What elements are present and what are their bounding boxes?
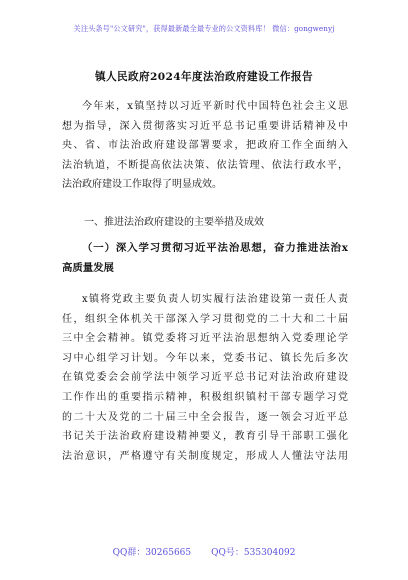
paragraph-line: 的二十大及党的二十届三中全会报告，逐一领会习近平总 bbox=[62, 411, 348, 423]
footer-qq-group: QQ群：30265665 bbox=[112, 548, 192, 558]
document-title: 镇人民政府2024年度法治政府建设工作报告 bbox=[95, 71, 313, 83]
section-heading: 一、推进法治政府建设的主要举措及成效 bbox=[84, 217, 264, 228]
paragraph-line: 法治意识，严格遵守有关制度规定，形成人人懂法守法用 bbox=[62, 450, 348, 462]
paragraph-line: 今年来，x镇坚持以习近平新时代中国特色社会主义思 bbox=[82, 101, 348, 112]
paragraph-line: 书记关于法治政府建设精神要义，教育引导干部职工强化 bbox=[62, 431, 348, 443]
paragraph-line: 在镇党委会会前学法中领学习近平总书记对法治政府建设 bbox=[62, 372, 348, 384]
body-paragraph bbox=[62, 290, 348, 466]
footer-qq-number: QQ号：535304092 bbox=[211, 548, 296, 558]
footer-contact bbox=[0, 545, 408, 558]
paragraph-line: 任，组织全体机关干部深入学习贯彻党的二十大和二十届 bbox=[62, 313, 348, 325]
heading-line: （一）深入学习贯彻习近平法治思想，奋力推进法治x bbox=[82, 242, 348, 254]
paragraph-line: 三中全会精神。镇党委将习近平法治思想纳入党委理论学 bbox=[62, 333, 348, 345]
paragraph-line: x镇将党政主要负责人切实履行法治建设第一责任人责 bbox=[82, 294, 348, 305]
paragraph-line: 工作作出的重要指示精神，积极组织镇村干部专题学习党 bbox=[62, 391, 348, 403]
paragraph-line: 习中心组学习计划。今年以来，党委书记、镇长先后多次 bbox=[62, 352, 348, 364]
intro-paragraph bbox=[62, 97, 348, 195]
paragraph-line: 想为指导，深入贯彻落实习近平总书记重要讲话精神及中 bbox=[62, 120, 348, 132]
paragraph-line: 法治轨道，不断提高依法决策、依法管理、依法行政水平， bbox=[62, 159, 348, 171]
subsection-heading bbox=[62, 238, 348, 278]
heading-line: 高质量发展 bbox=[62, 262, 114, 274]
paragraph-line: 央、省、市法治政府建设部署要求，把政府工作全面纳入 bbox=[62, 140, 348, 152]
header-banner: 关注头条号"公文研究"，获得最新最全最专业的公文资料库！ 微信：gongwenyj bbox=[73, 24, 335, 33]
paragraph-line: 法治政府建设工作取得了明显成效。 bbox=[62, 179, 222, 191]
